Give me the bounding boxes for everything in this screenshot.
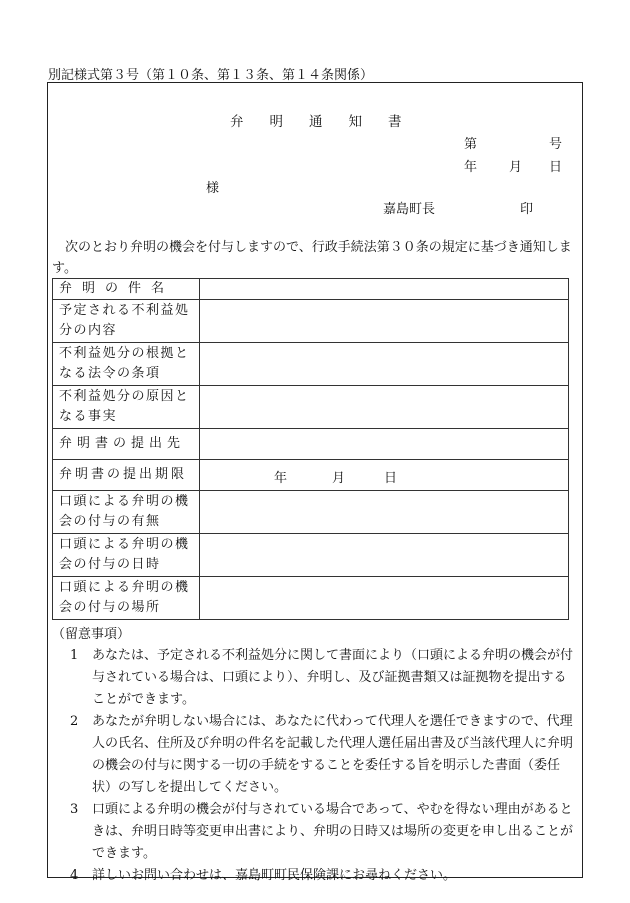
row-value	[200, 300, 569, 343]
row-value	[200, 429, 569, 460]
day-label: 日	[549, 160, 563, 175]
row-value	[200, 577, 569, 620]
note-number: 4	[70, 868, 79, 883]
deadline-month: 月	[332, 471, 346, 486]
row-label: 口頭による弁明の機会の付与の有無	[53, 491, 200, 534]
month-label: 月	[509, 160, 523, 175]
year-label: 年	[464, 160, 478, 175]
note-number: 3	[70, 802, 79, 817]
row-label: 弁明の件名	[53, 279, 200, 300]
note-text: あなたが弁明しない場合には、あなたに代わって代理人を選任できますので、代理人の氏名、住所及び弁明の件名を記載した代理人選任届出書及び当該代理人に弁明の機会の付与に関する一切の手続をすることを委任する旨を明示した書面（委任状）の写しを提出してください。	[92, 714, 574, 795]
deadline-year: 年	[274, 471, 288, 486]
table-row	[53, 534, 569, 577]
table-row	[53, 386, 569, 429]
row-value	[200, 343, 569, 386]
table-row	[53, 300, 569, 343]
row-label: 弁明書の提出先	[53, 429, 200, 460]
table-row	[53, 279, 569, 300]
table-row	[53, 343, 569, 386]
row-label: 不利益処分の原因となる事実	[53, 386, 200, 429]
note-number: 2	[70, 714, 79, 729]
deadline-day: 日	[384, 471, 398, 486]
row-value	[200, 491, 569, 534]
note-text: 詳しいお問い合わせは、嘉島町町民保険課にお尋ねください。	[92, 868, 457, 883]
issuer: 嘉島町長	[383, 202, 436, 217]
row-label: 弁明書の提出期限	[53, 460, 200, 491]
note-text: あなたは、予定される不利益処分に関して書面により（口頭による弁明の機会が付与されている場合は、口頭により）、弁明し、及び証拠書類又は証拠物を提出することができます。	[92, 648, 574, 707]
notes-list	[60, 645, 578, 887]
deadline-value	[200, 460, 569, 491]
table-row	[53, 429, 569, 460]
row-label: 予定される不利益処分の内容	[53, 300, 200, 343]
note-item	[60, 711, 578, 799]
row-label: 口頭による弁明の機会の付与の場所	[53, 577, 200, 620]
document-title: 弁明通知書	[230, 114, 428, 130]
notes-heading: （留意事項）	[52, 627, 131, 642]
note-number: 1	[70, 648, 79, 663]
table-row	[53, 577, 569, 620]
table-row	[53, 491, 569, 534]
row-value	[200, 386, 569, 429]
note-item	[60, 799, 578, 865]
note-item	[60, 645, 578, 711]
form-reference: 別記様式第３号（第１０条、第１３条、第１４条関係）	[48, 68, 374, 83]
number-suffix: 号	[549, 137, 563, 152]
number-label: 第	[464, 137, 478, 152]
row-label: 不利益処分の根拠となる法令の条項	[53, 343, 200, 386]
row-label: 口頭による弁明の機会の付与の日時	[53, 534, 200, 577]
intro-text: 次のとおり弁明の機会を付与しますので、行政手続法第３０条の規定に基づき通知します。	[52, 240, 572, 276]
seal-label: 印	[520, 202, 534, 217]
note-item	[60, 865, 578, 887]
addressee-suffix: 様	[206, 181, 220, 196]
table-row	[53, 460, 569, 491]
notice-table	[52, 278, 569, 620]
row-value	[200, 279, 569, 300]
note-text: 口頭による弁明の機会が付与されている場合であって、やむを得ない理由があるときは、弁明日時等変更申出書により、弁明の日時又は場所の変更を申し出ることができます。	[92, 802, 574, 861]
row-value	[200, 534, 569, 577]
